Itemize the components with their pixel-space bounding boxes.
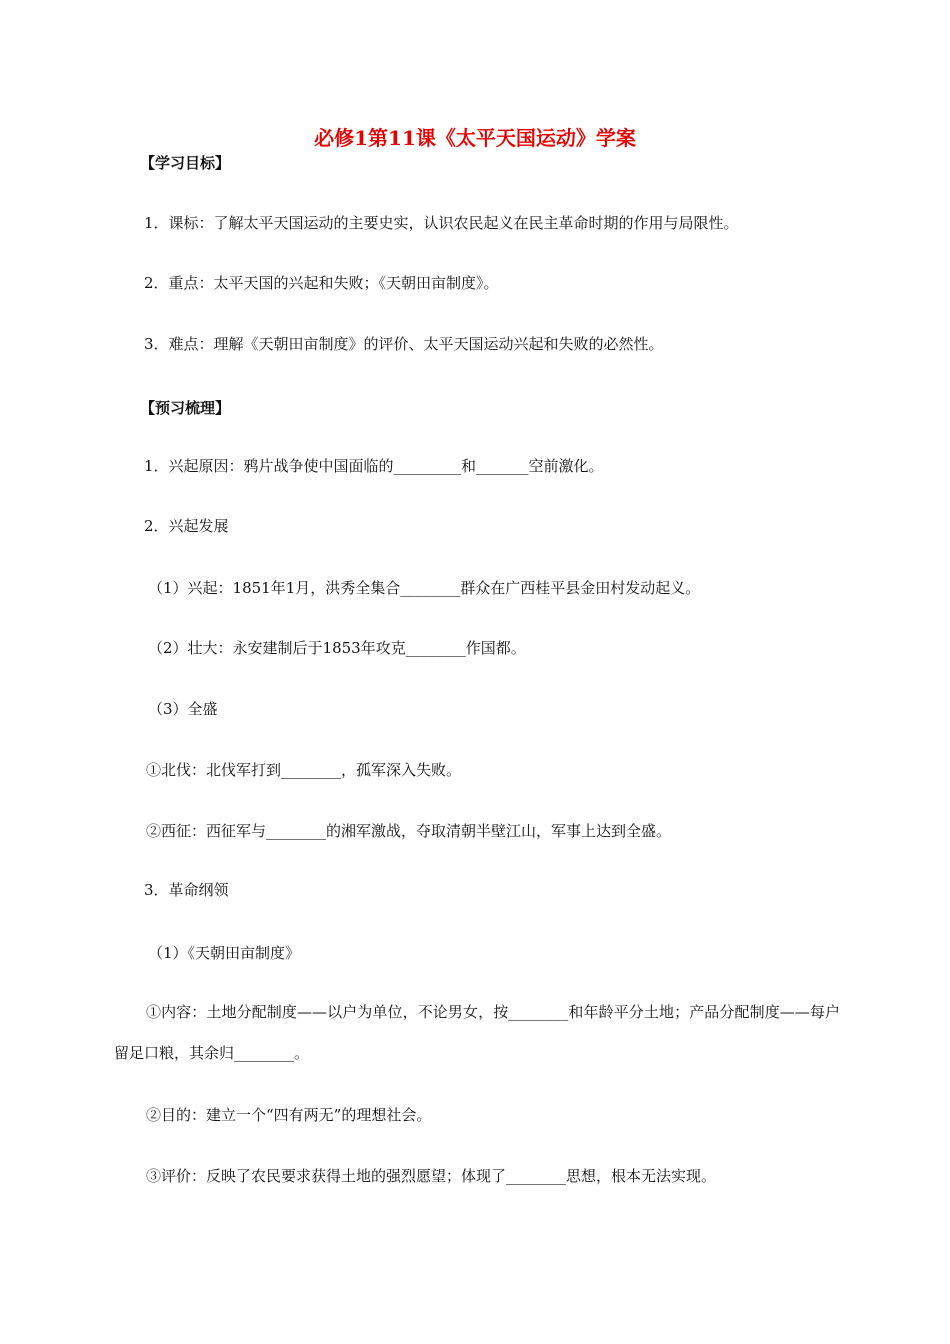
preview-item-3-1c: ③评价：反映了农民要求获得土地的强烈愿望；体现了________思想，根本无法实现。 [146,1167,717,1185]
preview-item-2-3: （3）全盛 [148,700,218,718]
preview-item-3-1b: ②目的：建立一个“四有两无”的理想社会。 [146,1106,432,1124]
preview-item-3-1: （1）《天朝田亩制度》 [148,944,301,962]
preview-item-2: 2．兴起发展 [144,517,229,535]
preview-item-2-1: （1）兴起：1851年1月，洪秀全集合________群众在广西桂平县金田村发动起义。 [148,579,701,597]
document-title: 必修1第11课《太平天国运动》学案 [314,126,636,150]
preview-item-2-3a: ①北伐：北伐军打到________，孤军深入失败。 [146,761,462,779]
goal-item-2: 2．重点：太平天国的兴起和失败；《天朝田亩制度》。 [144,274,499,292]
goal-item-1: 1．课标：了解太平天国运动的主要史实，认识农民起义在民主革命时期的作用与局限性。 [144,214,739,232]
preview-item-3-1a: ①内容：土地分配制度——以户为单位，不论男女，按________和年龄平分土地；产品分配制度——每户留足口粮，其余归________。 [114,1003,840,1062]
preview-item-1: 1．兴起原因：鸦片战争使中国面临的_________和_______空前激化。 [144,457,604,475]
preview-item-2-2: （2）壮大：永安建制后于1853年攻克________作国都。 [148,639,526,657]
section-heading-preview: 【预习梳理】 [140,399,231,417]
preview-item-2-3b: ②西征：西征军与________的湘军激战，夺取清朝半壁江山，军事上达到全盛。 [146,822,672,840]
section-heading-goals: 【学习目标】 [140,154,231,172]
goal-item-3: 3．难点：理解《天朝田亩制度》的评价、太平天国运动兴起和失败的必然性。 [144,335,664,353]
preview-item-3: 3．革命纲领 [144,881,229,899]
